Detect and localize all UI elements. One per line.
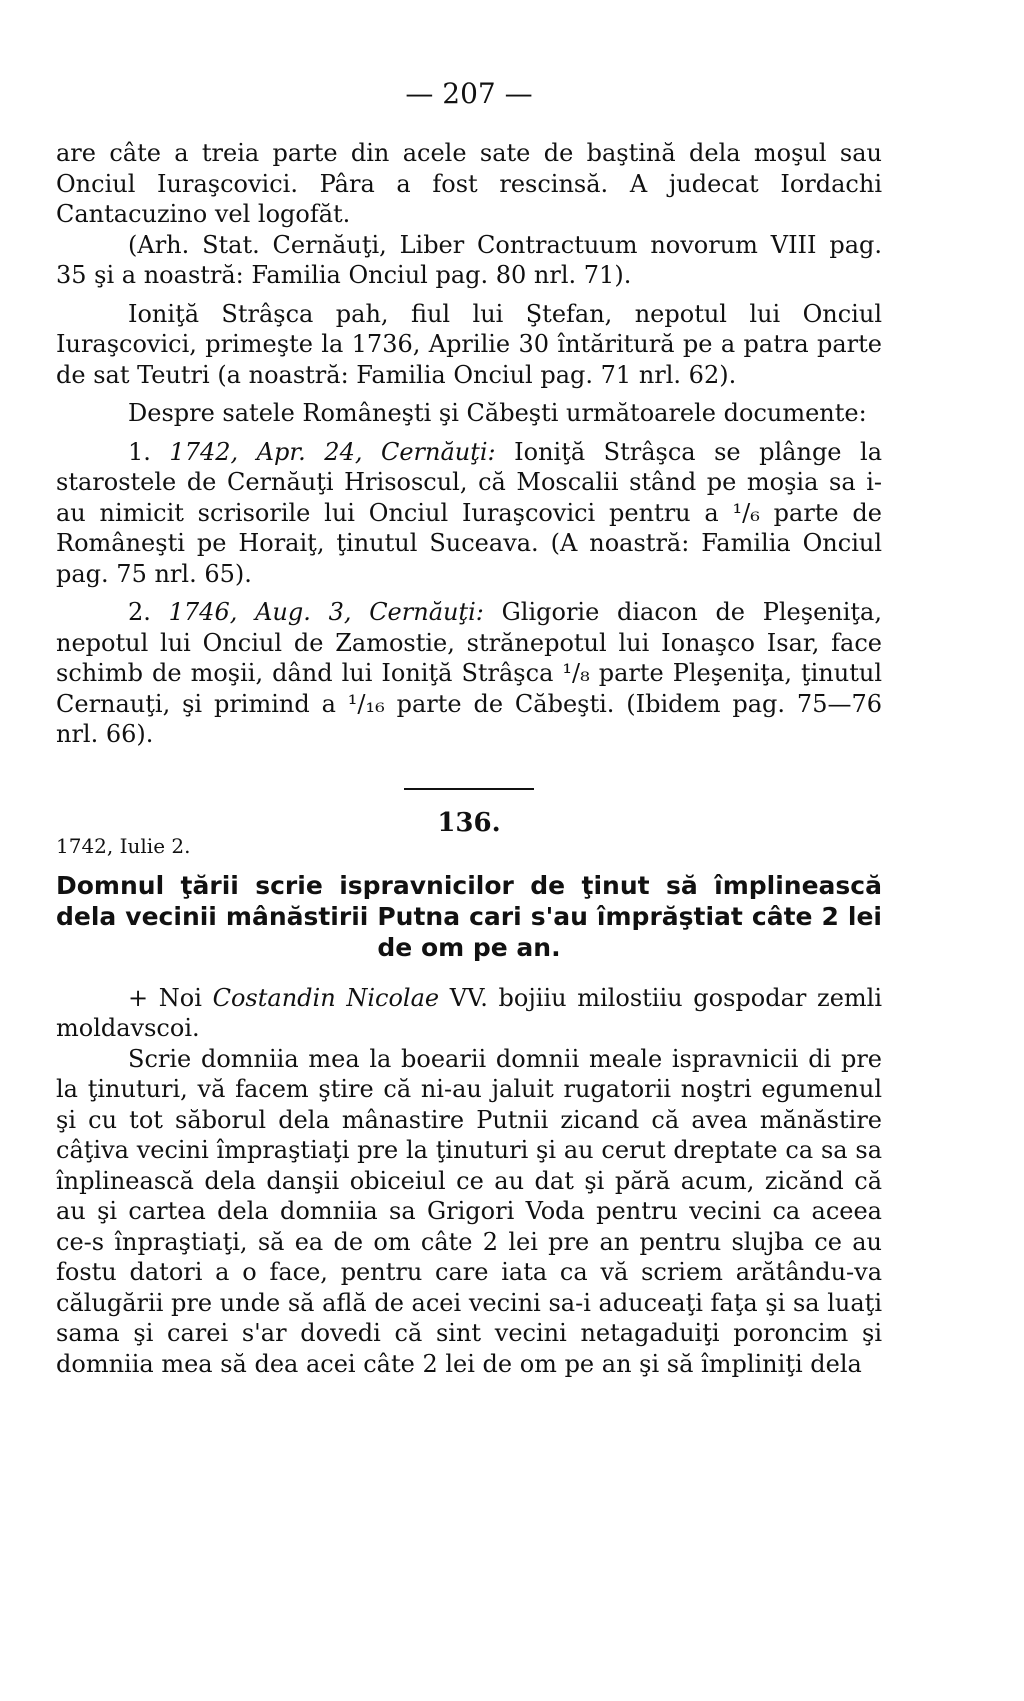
document-body: Scrie domniia mea la boearii domnii meale ispravnicii di pre la ţinuturi, vă facem ştire că ni-au jaluit rugatorii noştri egumenul şi cu tot săborul dela mânastire Putnii zicand că avea mănăstire câţiva vecini împraştiaţi pre la ţinuturi şi au cerut dreptate ca sa sa înplinească dela danşii obiceiul ce au dat şi pără acum, zicănd că au şi cartea dela domniia sa Grigori Voda pentru vecini ca aceea ce-s înpraştiaţi, să ea de om câte 2 lei pre an pentru slujba ce au fostu datori a o face, pentru care iata ca vă scriem arătându-va călugării pre unde să află de acei vecini sa-i aduceaţi faţa şi sa luaţi sama şi carei s'ar dovedi că sint vecini netagaduiţi poroncim şi domniia mea să dea acei câte 2 lei de om pe an şi să împliniţi dela (56, 1044, 882, 1378)
list-item-2 (56, 597, 882, 750)
item-2-text: Gligorie diacon de Pleşeniţa, nepotul lui Onciul de Zamostie, strănepotul lui Ionaşco Isar, face schimb de moşii, dând lui Ioniţă Strâşca ¹/₈ parte Pleşeniţa, ţinutul Cernauţi, şi primind a ¹/₁₆ parte de Căbeşti. (Ibidem pag. 75—76 nrl. 66). (56, 598, 882, 748)
document-number: 136. (437, 807, 501, 838)
item-1-number: 1. (128, 437, 151, 466)
intro-rest: VV. bojiiu milostiiu gospodar zemli moldavscoi. (56, 983, 882, 1042)
page-number: — 207 — (405, 77, 533, 110)
intro-name: Costandin Nicolae (212, 983, 440, 1012)
list-item-1 (56, 437, 882, 590)
item-1-date-place: 1742, Apr. 24, Cernăuţi: (169, 437, 496, 466)
document-page (56, 78, 882, 1379)
paragraph-3: Ioniţă Strâşca pah, fiul lui Ştefan, nepotul lui Onciul Iuraşcovici, primeşte la 1736, Aprilie 30 întăritură pe a patra parte de sat Teutri (a noastră: Familia Onciul pag. 71 nrl. 62). (56, 299, 882, 389)
intro-cross: + Noi (128, 983, 202, 1012)
item-1-text: Ioniţă Strâşca se plânge la starostele de Cernăuţi Hrisoscul, că Moscalii stând pe moşia sa i-au nimicit scrisorile lui Onciul Iuraşcovici pentru a ¹/₆ parte de Româneşti pe Horaiţ, ţinutul Suceava. (A noastră: Familia Onciul pag. 75 nrl. 65). (56, 437, 882, 588)
document-header (56, 807, 882, 858)
paragraph-2-source: (Arh. Stat. Cernăuţi, Liber Contractuum novorum VIII pag. 35 şi a noastră: Familia Onciul pag. 80 nrl. 71). (56, 230, 882, 289)
paragraph-1: are câte a treia parte din acele sate de baştină dela moşul sau Onciul Iuraşcovici. Pâra a fost rescinsă. A judecat Iordachi Cantacuzino vel logofăt. (56, 139, 882, 228)
document-title: Domnul ţării scrie ispravnicilor de ţinut să împlinească dela vecinii mânăstirii Putna cari s'au împrăştiat câte 2 lei de om pe an. (56, 870, 882, 962)
paragraph-4: Despre satele Româneşti şi Căbeşti următoarele documente: (128, 399, 867, 427)
section-divider (404, 788, 534, 790)
document-date: 1742, Iulie 2. (56, 833, 191, 858)
item-2-number: 2. (128, 598, 151, 626)
document-intro (56, 983, 882, 1044)
item-2-date-place: 1746, Aug. 3, Cernăuţi: (168, 598, 484, 626)
